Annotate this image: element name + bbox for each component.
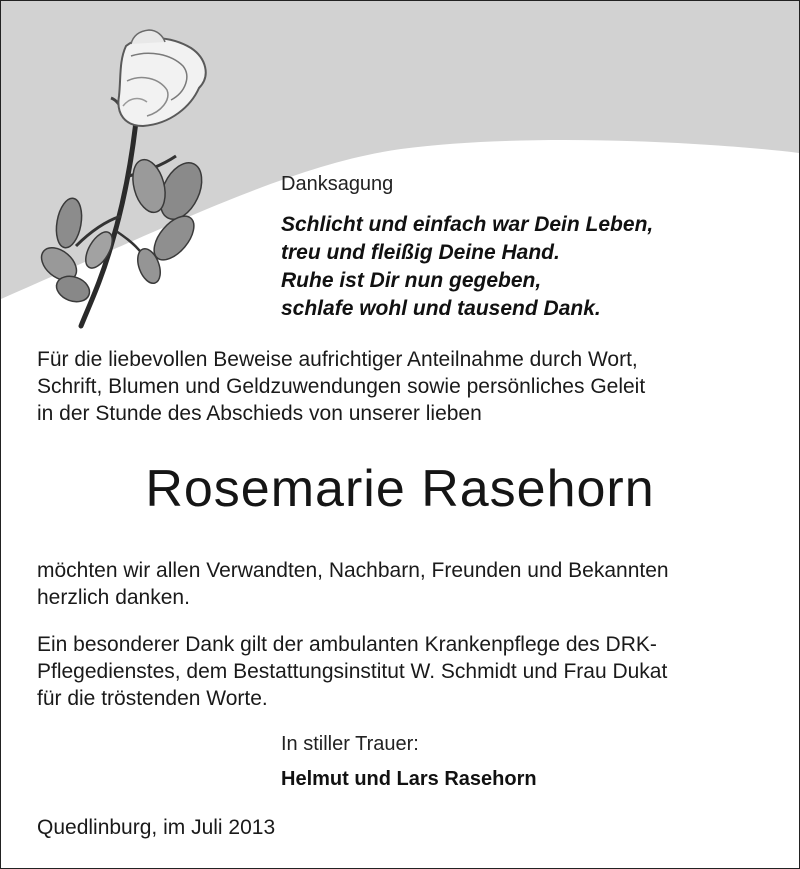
intro-paragraph (37, 346, 645, 427)
special-thanks-line: für die tröstenden Worte. (37, 687, 268, 710)
verse-line: schlafe wohl und tausend Dank. (281, 297, 601, 320)
verse-line: Ruhe ist Dir nun gegeben, (281, 269, 542, 292)
intro-line: Schrift, Blumen und Geldzuwendungen sowie persönliches Geleit (37, 375, 646, 398)
special-thanks-line: Ein besonderer Dank gilt der ambulanten Krankenpflege des DRK- (37, 633, 657, 656)
intro-line: Für die liebevollen Beweise aufrichtiger Anteilnahme durch Wort, (37, 348, 638, 371)
verse-line: Schlicht und einfach war Dein Leben, (281, 213, 654, 236)
thanks-line: herzlich danken. (37, 586, 190, 609)
rose-icon (31, 26, 221, 336)
place-and-date: Quedlinburg, im Juli 2013 (37, 816, 276, 839)
special-thanks-line: Pflegedienstes, dem Bestattungsinstitut W. Schmidt und Frau Dukat (37, 660, 668, 683)
thanks-paragraph (37, 557, 669, 611)
deceased-name: Rosemarie Rasehorn (145, 460, 655, 518)
intro-line: in der Stunde des Abschieds von unserer lieben (37, 402, 482, 425)
thanks-line: möchten wir allen Verwandten, Nachbarn, Freunden und Bekannten (37, 559, 669, 582)
verse-line: treu und fleißig Deine Hand. (281, 241, 560, 264)
signers-names: Helmut und Lars Rasehorn (281, 768, 537, 790)
special-thanks-paragraph (37, 631, 667, 712)
mourning-label: In stiller Trauer: (281, 733, 419, 755)
heading-danksagung: Danksagung (281, 173, 394, 195)
memorial-verse (281, 211, 653, 323)
